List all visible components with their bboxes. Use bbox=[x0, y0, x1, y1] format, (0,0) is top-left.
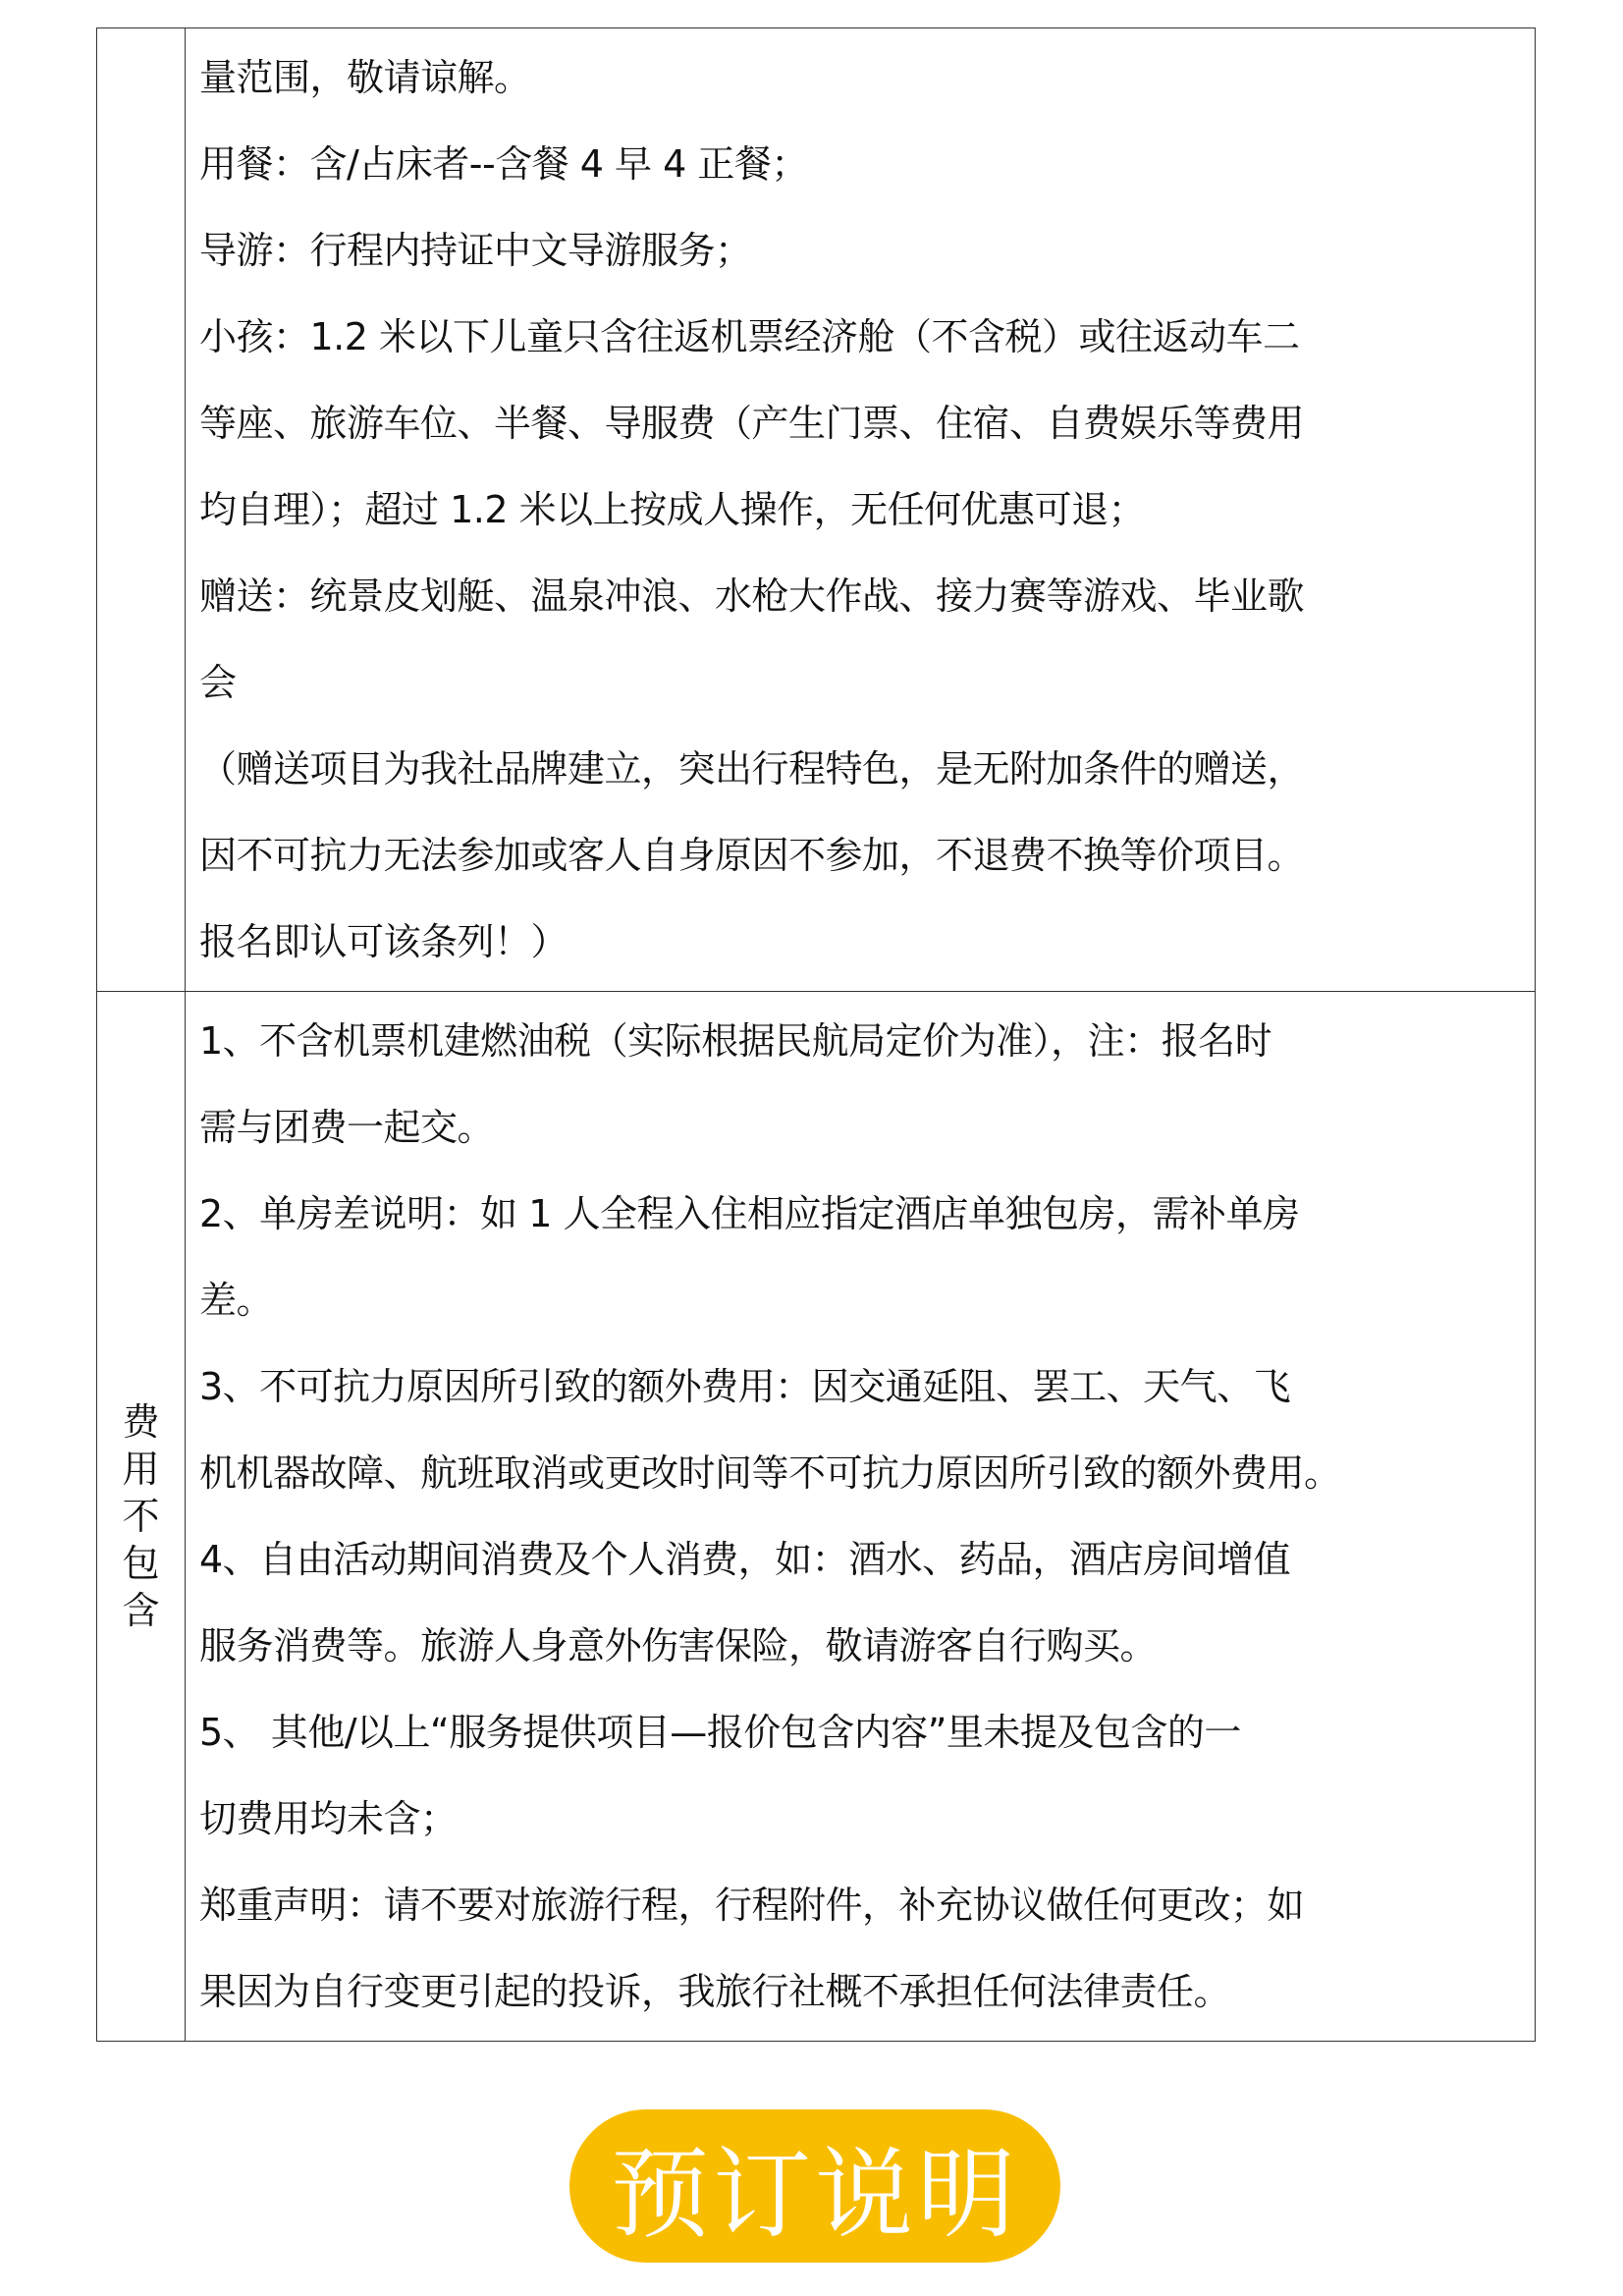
text-line: 均自理）；超过 1.2 米以上按成人操作，无任何优惠可退； bbox=[199, 488, 1146, 531]
text-line: 1、不含机票机建燃油税（实际根据民航局定价为准），注：报名时 bbox=[199, 1019, 1272, 1063]
row-label-cell bbox=[97, 992, 186, 2042]
text-line: 因不可抗力无法参加或客人自身原因不参加，不退费不换等价项目。 bbox=[199, 834, 1305, 877]
text-line: 郑重声明：请不要对旅游行程，行程附件，补充协议做任何更改；如 bbox=[199, 1884, 1305, 1927]
row-content-cell bbox=[186, 992, 1536, 2042]
text-line: 服务消费等。旅游人身意外伤害保险，敬请游客自行购买。 bbox=[199, 1624, 1158, 1667]
text-line: 切费用均未含； bbox=[199, 1797, 458, 1840]
text-line: 用餐：含/占床者--含餐 4 早 4 正餐； bbox=[199, 142, 808, 186]
text-line: 5、 其他/以上“服务提供项目—报价包含内容”里未提及包含的一 bbox=[199, 1711, 1241, 1754]
table-row-included-continued bbox=[97, 28, 1536, 992]
text-line: 会 bbox=[199, 661, 237, 704]
text-line: 差。 bbox=[199, 1279, 274, 1322]
text-line: 等座、旅游车位、半餐、导服费（产生门票、住宿、自费娱乐等费用 bbox=[199, 402, 1305, 445]
text-line: 需与团费一起交。 bbox=[199, 1106, 495, 1149]
text-line: 量范围，敬请谅解。 bbox=[199, 56, 531, 99]
row-content-cell bbox=[186, 28, 1536, 992]
text-line: 报名即认可该条列！） bbox=[199, 920, 568, 963]
text-line: 赠送：统景皮划艇、温泉冲浪、水枪大作战、接力赛等游戏、毕业歌 bbox=[199, 574, 1305, 618]
text-line: 小孩：1.2 米以下儿童只含往返机票经济舱（不含税）或往返动车二 bbox=[199, 315, 1300, 358]
text-line: 3、不可抗力原因所引致的额外费用：因交通延阻、罢工、天气、飞 bbox=[199, 1365, 1291, 1408]
text-line: 2、单房差说明：如 1 人全程入住相应指定酒店单独包房，需补单房 bbox=[199, 1192, 1300, 1235]
row-label-cell bbox=[97, 28, 186, 992]
text-line: 导游：行程内持证中文导游服务； bbox=[199, 229, 752, 272]
text-line: 4、自由活动期间消费及个人消费，如：酒水、药品，酒店房间增值 bbox=[199, 1538, 1291, 1581]
booking-info-button[interactable]: 预订说明 bbox=[569, 2109, 1060, 2263]
table-row-not-included bbox=[97, 992, 1536, 2042]
text-line: 机机器故障、航班取消或更改时间等不可抗力原因所引致的额外费用。 bbox=[199, 1451, 1341, 1495]
info-table bbox=[96, 27, 1536, 2042]
text-line: （赠送项目为我社品牌建立，突出行程特色，是无附加条件的赠送， bbox=[199, 747, 1305, 791]
text-line: 果因为自行变更引起的投诉，我旅行社概不承担任何法律责任。 bbox=[199, 1970, 1231, 2013]
row-label-not-included: 费用不包含 bbox=[122, 1400, 160, 1632]
